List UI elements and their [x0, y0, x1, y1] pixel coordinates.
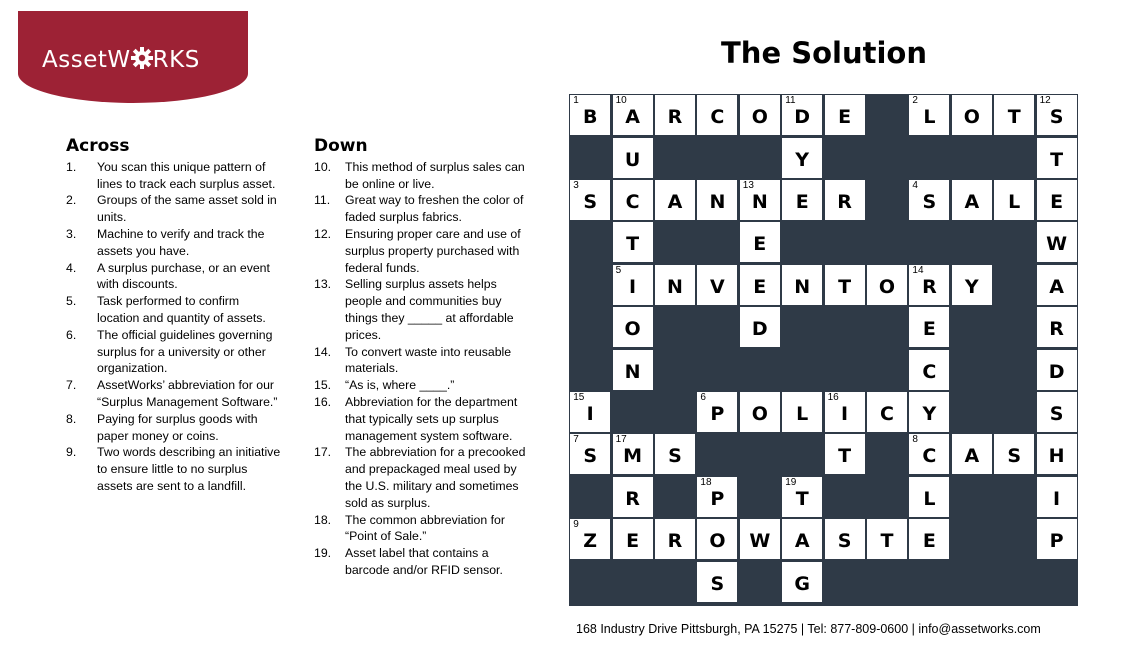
cell-number: 10 [615, 95, 627, 107]
cell-letter: T [1007, 106, 1021, 129]
cell-letter: N [794, 275, 811, 298]
down-clue [314, 377, 528, 394]
across-clue [66, 159, 281, 193]
cell-number: 6 [700, 392, 706, 403]
grid-cell [613, 265, 653, 305]
grid-cell [655, 265, 695, 305]
clue-number: 11. [314, 193, 331, 208]
cell-number: 13 [742, 180, 754, 191]
cell-letter: S [668, 445, 682, 468]
clue-number: 18. [314, 512, 332, 527]
clue-number: 19. [314, 546, 332, 561]
clue-text: Machine to verify and track the assets you have. [97, 226, 265, 258]
cell-letter: L [1008, 191, 1021, 213]
grid-cell [697, 392, 737, 432]
grid-cell [782, 519, 822, 559]
cell-letter: Y [922, 403, 937, 425]
cell-letter: C [922, 360, 937, 383]
cell-letter: E [795, 191, 809, 213]
grid-cell [952, 265, 992, 305]
cell-letter: L [796, 403, 809, 425]
across-clues [66, 138, 281, 495]
grid-cell [825, 434, 865, 474]
cell-letter: A [1049, 275, 1064, 298]
cell-letter: O [709, 530, 726, 553]
clue-text: You scan this unique pattern of lines to track each surplus asset. [97, 159, 276, 191]
cell-letter: R [837, 191, 852, 213]
across-clue [66, 411, 281, 445]
clue-number: 1. [66, 159, 77, 174]
down-clue [314, 159, 528, 193]
cell-number: 15 [573, 392, 585, 403]
cell-letter: C [625, 191, 640, 213]
cell-letter: A [625, 106, 640, 129]
grid-cell [697, 95, 737, 135]
cell-letter: I [1053, 487, 1061, 510]
grid-cell [570, 392, 610, 432]
grid-cell [613, 222, 653, 262]
cell-letter: P [710, 487, 725, 510]
cell-letter: E [626, 530, 640, 553]
cell-letter: L [923, 487, 936, 510]
grid-cell [867, 265, 907, 305]
cell-letter: S [1007, 445, 1022, 468]
down-heading: Down [314, 136, 368, 156]
cell-letter: E [753, 275, 767, 298]
cell-letter: G [794, 572, 810, 595]
crossword-grid [569, 94, 1078, 606]
cell-letter: S [1049, 403, 1064, 425]
grid-cell [825, 95, 865, 135]
cell-number: 7 [573, 434, 579, 446]
grid-cell [909, 477, 949, 517]
clue-text: To convert waste into reusable materials. [345, 344, 512, 376]
clue-text: Groups of the same asset sold in units. [97, 193, 277, 225]
cell-letter: I [841, 403, 849, 425]
across-clue [66, 293, 281, 327]
grid-cell [909, 519, 949, 559]
across-clue [66, 226, 281, 260]
cell-number: 17 [615, 434, 627, 446]
cell-letter: L [923, 106, 936, 129]
grid-cell [613, 350, 653, 390]
grid-cell [655, 434, 695, 474]
grid-cell [570, 519, 610, 559]
across-clue [66, 444, 281, 494]
cell-letter: E [922, 318, 936, 341]
grid-cell [697, 180, 737, 220]
grid-cell [570, 180, 610, 220]
cell-letter: U [624, 148, 641, 171]
cell-number: 5 [615, 264, 622, 276]
grid-cell [909, 180, 949, 220]
grid-cell [613, 95, 653, 135]
cell-letter: E [838, 106, 852, 129]
grid-cell [1037, 138, 1077, 178]
grid-cell [697, 265, 737, 305]
clue-text: Ensuring proper care and use of surplus property purchased with federal funds. [345, 226, 521, 275]
grid-cell [1037, 519, 1077, 559]
cell-letter: S [1049, 106, 1064, 129]
grid-cell [782, 180, 822, 220]
grid-cell [697, 562, 737, 602]
clue-number: 16. [314, 394, 332, 409]
cell-letter: Y [964, 275, 979, 298]
cell-number: 2 [912, 95, 918, 107]
cell-letter: O [878, 275, 896, 298]
grid-cell [613, 307, 653, 347]
clue-number: 15. [314, 378, 332, 393]
cell-letter: D [1048, 360, 1065, 383]
grid-cell [952, 95, 992, 135]
cell-letter: A [964, 445, 980, 468]
down-clue [314, 276, 528, 343]
cell-letter: S [583, 191, 598, 213]
cell-letter: E [1050, 191, 1064, 213]
grid-cell [613, 138, 653, 178]
grid-cell [1037, 95, 1077, 135]
clue-text: A surplus purchase, or an event with discounts. [97, 260, 270, 292]
cell-letter: T [795, 487, 809, 510]
grid-cell [825, 519, 865, 559]
down-clue [314, 512, 528, 546]
brand-name: AssetW RKS [42, 47, 200, 73]
down-clue [314, 226, 528, 276]
cell-letter: R [922, 275, 937, 298]
cell-number: 12 [1039, 95, 1051, 107]
cell-letter: I [586, 403, 594, 425]
cell-letter: E [753, 233, 767, 256]
cell-letter: C [922, 445, 937, 468]
cell-letter: T [1050, 148, 1064, 171]
cell-letter: O [751, 106, 768, 129]
down-clue [314, 192, 528, 226]
cell-letter: V [710, 275, 725, 298]
grid-cell [994, 95, 1034, 135]
cell-letter: C [710, 106, 725, 129]
grid-cell [1037, 477, 1077, 517]
grid-cell [1037, 350, 1077, 390]
grid-cell [867, 392, 907, 432]
cell-letter: Y [795, 148, 810, 171]
cell-letter: S [710, 572, 725, 595]
cell-number: 14 [912, 264, 924, 276]
clue-text: The common abbreviation for “Point of Sale.” [345, 512, 505, 544]
cell-letter: O [751, 403, 768, 425]
grid-cell [697, 477, 737, 517]
grid-cell [655, 519, 695, 559]
grid-cell [909, 350, 949, 390]
cell-letter: W [1046, 233, 1068, 256]
cell-number: 3 [573, 180, 579, 191]
clue-number: 5. [66, 294, 77, 309]
clue-number: 14. [314, 344, 332, 359]
grid-cell [782, 138, 822, 178]
down-clues [314, 138, 528, 579]
brand-logo [18, 11, 248, 103]
grid-cell [909, 434, 949, 474]
cell-number: 11 [785, 95, 796, 107]
clue-text: “As is, where ____.” [345, 378, 455, 393]
cell-letter: R [667, 106, 683, 129]
across-clue [66, 377, 281, 411]
grid-cell [570, 434, 610, 474]
cell-letter: T [626, 233, 640, 256]
clue-text: The official guidelines governing surplus for a university or other organization. [97, 327, 273, 376]
grid-cell [1037, 434, 1077, 474]
grid-cell [740, 519, 780, 559]
clue-number: 4. [66, 260, 77, 275]
across-clue [66, 260, 281, 294]
cell-letter: D [794, 106, 811, 129]
cell-number: 8 [912, 434, 918, 446]
cell-letter: N [667, 275, 683, 298]
cell-letter: P [1049, 530, 1064, 553]
cell-letter: C [880, 403, 894, 425]
grid-cell [740, 95, 780, 135]
clue-number: 9. [66, 445, 77, 460]
clue-number: 12. [314, 226, 332, 241]
cell-letter: S [583, 445, 598, 468]
cell-letter: A [794, 530, 810, 553]
grid-cell [909, 392, 949, 432]
clue-text: This method of surplus sales can be online or live. [345, 159, 525, 191]
cell-letter: T [838, 275, 852, 298]
grid-cell [740, 307, 780, 347]
cell-letter: T [880, 530, 894, 553]
grid-cell [613, 180, 653, 220]
clue-number: 13. [314, 277, 332, 292]
page-title: The Solution [721, 36, 927, 70]
cell-letter: M [623, 445, 643, 468]
grid-cell [613, 519, 653, 559]
grid-cell [867, 519, 907, 559]
grid-cell [909, 307, 949, 347]
grid-cell [655, 95, 695, 135]
grid-cell [570, 95, 610, 135]
clue-number: 6. [66, 327, 77, 342]
footer-contact: 168 Industry Drive Pittsburgh, PA 15275 | Tel: 877-809-0600 | info@assetworks.com [576, 622, 1041, 636]
grid-cell [740, 180, 780, 220]
clue-text: Selling surplus assets helps people and communities buy things they _____ at affordable prices. [345, 277, 514, 342]
clue-number: 8. [66, 411, 77, 426]
cell-letter: A [964, 191, 980, 213]
gear-icon [131, 47, 153, 69]
cell-number: 9 [573, 519, 579, 531]
clue-text: Asset label that contains a barcode and/or RFID sensor. [345, 546, 503, 577]
cell-letter: B [582, 106, 598, 129]
cell-letter: O [963, 106, 980, 129]
cell-letter: N [709, 191, 726, 213]
cell-number: 1 [573, 95, 579, 107]
grid-cell [1037, 307, 1077, 347]
grid-cell [782, 265, 822, 305]
grid-cell [740, 392, 780, 432]
grid-cell [782, 477, 822, 517]
clue-number: 7. [66, 378, 77, 393]
cell-letter: R [667, 530, 683, 553]
clue-text: Paying for surplus goods with paper money or coins. [97, 411, 258, 443]
grid-cell [825, 180, 865, 220]
grid-cell [655, 180, 695, 220]
cell-letter: O [624, 318, 641, 341]
clue-number: 2. [66, 193, 77, 208]
cell-letter: P [710, 403, 725, 425]
across-heading: Across [66, 136, 130, 156]
grid-cell [1037, 180, 1077, 220]
clue-text: Two words describing an initiative to ensure little to no surplus assets are sent to a landfill. [97, 445, 281, 493]
down-clue [314, 545, 528, 579]
grid-cell [613, 434, 653, 474]
down-clue [314, 344, 528, 378]
cell-letter: S [922, 191, 937, 213]
cell-letter: A [667, 191, 683, 213]
cell-letter: W [749, 530, 771, 553]
grid-cell [782, 562, 822, 602]
cell-letter: H [1048, 445, 1065, 468]
grid-cell [909, 95, 949, 135]
grid-cell [994, 434, 1034, 474]
cell-letter: S [837, 530, 852, 553]
cell-letter: N [751, 191, 768, 213]
clue-text: Task performed to confirm location and quantity of assets. [97, 294, 266, 325]
cell-letter: R [1049, 318, 1064, 341]
grid-cell [952, 434, 992, 474]
cell-letter: I [629, 275, 637, 298]
cell-letter: D [751, 318, 768, 341]
clue-text: AssetWorks’ abbreviation for our “Surplus Management Software.” [97, 378, 278, 409]
grid-cell [825, 392, 865, 432]
grid-cell [782, 95, 822, 135]
cell-letter: Z [583, 530, 598, 553]
grid-cell [909, 265, 949, 305]
cell-letter: R [625, 487, 640, 510]
clue-text: Great way to freshen the color of faded surplus fabrics. [345, 193, 524, 225]
cell-letter: E [922, 530, 936, 553]
grid-cell [1037, 392, 1077, 432]
cell-letter: T [838, 445, 852, 468]
across-clue [66, 192, 281, 226]
down-clue [314, 444, 528, 511]
across-clue [66, 327, 281, 377]
cell-number: 16 [827, 392, 839, 403]
clue-number: 3. [66, 226, 77, 241]
clue-text: The abbreviation for a precooked and prepackaged meal used by the U.S. military and sometimes sold as surplus. [345, 445, 526, 510]
clue-number: 17. [314, 445, 332, 460]
down-clue [314, 394, 528, 444]
clue-number: 10. [314, 159, 332, 174]
cell-number: 18 [700, 476, 712, 488]
cell-number: 4 [912, 180, 918, 191]
grid-cell [952, 180, 992, 220]
grid-cell [740, 222, 780, 262]
grid-cell [613, 477, 653, 517]
grid-cell [994, 180, 1034, 220]
grid-cell [1037, 222, 1077, 262]
cell-number: 19 [785, 476, 797, 488]
grid-cell [825, 265, 865, 305]
clue-text: Abbreviation for the department that typically sets up surplus management system software. [345, 394, 518, 443]
grid-cell [740, 265, 780, 305]
cell-letter: N [624, 360, 641, 383]
grid-cell [1037, 265, 1077, 305]
grid-cell [697, 519, 737, 559]
grid-cell [782, 392, 822, 432]
